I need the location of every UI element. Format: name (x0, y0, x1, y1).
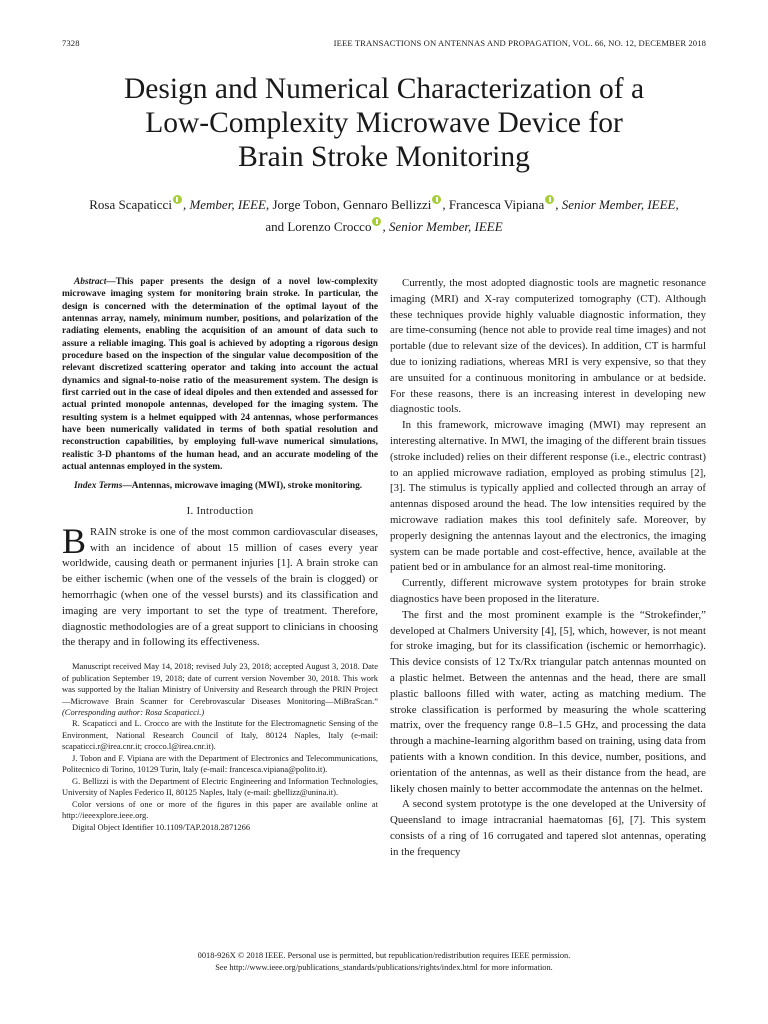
author-name: Francesca Vipiana (448, 197, 545, 212)
author-conjunction: and (265, 219, 285, 234)
footnote-color: Color versions of one or more of the figures in this paper are available online at http://ieeexplore.ieee.org. (62, 798, 378, 821)
index-terms-text: Antennas, microwave imaging (MWI), stroke monitoring. (131, 480, 363, 491)
rights-url-line: See http://www.ieee.org/publications_standards/publications/rights/index.html for more information. (215, 962, 553, 972)
author-name: Lorenzo Crocco (287, 219, 372, 234)
author-list (62, 194, 706, 238)
author-role: Member, IEEE (189, 197, 266, 212)
right-column (390, 276, 706, 860)
intro-text: RAIN stroke is one of the most common cardiovascular diseases, with an incidence of about 15 million of cases every year worldwide, causing death or permanent injuries [1]. A brain stroke can be either ischemic (when one of the vessels of the brain is clogged) or hemorrhagic (when one of the vessel bursts) and its classification and imaging are very important to set the type of treatment. Therefore, diagnostic methodologies are of a great support to clinicians in choosing the therapy and in following its effectiveness. (62, 525, 378, 649)
intro-paragraph (62, 520, 378, 651)
drop-cap: B (62, 520, 87, 561)
author-name: Rosa Scapaticci (89, 197, 172, 212)
footnote-corresponding: (Corresponding author: Rosa Scapaticci.) (62, 707, 205, 718)
copyright-line: 0018-926X © 2018 IEEE. Personal use is permitted, but republication/redistribution requires IEEE permission. (197, 951, 571, 960)
copyright-footer (62, 950, 706, 973)
title-line: Low-Complexity Microwave Device for (145, 107, 623, 139)
index-terms-dash: — (122, 480, 132, 491)
orcid-icon[interactable] (372, 217, 381, 226)
abstract-text: This paper presents the design of a novel low-complexity microwave imaging system for monitoring brain stroke. In particular, the design is concerned with the determination of the optimal layout of the antennas array, namely, minimum number, positions, and polarization of the radiating elements, enabling the acquisition of an amount of data such to assure a reliable imaging. This goal is achieved by adopting a rigorous design procedure based on the inspection of the singular value decomposition of the relevant discretized scattering operator and taking into account the actual dynamics and signal-to-noise ratio of the measurement system. The design is first carried out in the case of ideal dipoles and then extended and assessed for actual printed monopole antennas, developed for the imaging system. The resulting system is a helmet equipped with 24 antennas, whose performances have been numerically validated in terms of both spatial resolution and reconstruction capabilities, by employing full-wave numerical simulations, realistic 3-D phantoms of the human head, and an accurate modeling of the actual antennas employed in the system. (62, 277, 378, 473)
footnotes (62, 661, 378, 833)
author-line-2: and Lorenzo Crocco , Senior Member, IEEE (265, 219, 503, 234)
author-line-1: Rosa Scapaticci , Member, IEEE, Jorge Tobon, Gennaro Bellizzi , Francesca Vipiana , Senior Member, IEEE, (89, 197, 679, 212)
abstract-label: Abstract (74, 277, 107, 287)
orcid-icon[interactable] (545, 195, 554, 204)
author-name: Jorge Tobon, Gennaro Bellizzi (272, 197, 432, 212)
section-heading: I. Introduction (186, 504, 254, 517)
abstract-dash: — (106, 277, 116, 287)
body-paragraph: The first and the most prominent example is the “Strokefinder,” developed at Chalmers University [4], [5], which, however, is not meant for stroke imaging, but for its classification (ischemic or hemorrhagic). This device consists of 12 Tx/Rx triangular patch antennas mounted on a plastic helmet. Between the antennas and the head, there are small plastic balloons filled with water, acting as matching medium. The stroke classification is performed by measuring the whole scattering matrix, over the frequency range 0.8–1.5 GHz, and processing the data through a machine-learning algorithm based on training, using data from patients with a known condition. In this device, number, positions, and orientation of the antennas, as well as their distance from the head, are likely chosen mainly to better accommodate the antennas on the helmet. (390, 608, 706, 795)
title-line: Design and Numerical Characterization of a (123, 73, 645, 105)
author-role: Senior Member, IEEE (388, 219, 503, 234)
index-terms-label: Index Terms (74, 480, 123, 491)
footnote-affiliation: G. Bellizzi is with the Department of Electric Engineering and Information Technologies, University of Naples Federico II, 80125 Naples, Italy (e-mail: gbellizz@unina.it). (62, 775, 378, 798)
footnote-affiliation: R. Scapaticci and L. Crocco are with the Institute for the Electromagnetic Sensing of the Environment, National Research Council of Italy, 80124 Naples, Italy (e-mail: scapaticci.r@irea.cnr.it; crocco.l@irea.cnr.it). (62, 718, 378, 752)
body-paragraph: Currently, the most adopted diagnostic tools are magnetic resonance imaging (MRI) and X-ray computerized tomography (CT). Although these techniques provide highly valuable diagnostic information, they are time-consuming (hence not able to provide real time images) and not portable (due to relevant size of the devices). In addition, CT is harmful due to ionizing radiations, whereas MRI is very expensive, so that they are unsuited for a continuous monitoring in ambulance or at bedside. For these reasons, there is an increasing interest in developing new diagnostic tools. (390, 277, 706, 416)
left-column (62, 276, 378, 833)
paper-title (62, 72, 706, 174)
page-number: 7328 (62, 38, 80, 48)
orcid-icon[interactable] (432, 195, 441, 204)
body-paragraph: Currently, different microwave system prototypes for brain stroke diagnostics have been proposed in the literature. (390, 577, 706, 605)
footnote-text: Manuscript received May 14, 2018; revised July 23, 2018; accepted August 3, 2018. Date of publication September 19, 2018; date of current version November 30, 2018. This work was supported by the Italian Ministry of University and Research through the PRIN Project—Microwave Brain Scanner for Cerebrovascular Diseases Monitoring—MiBraScan.” (62, 661, 378, 706)
footnote-affiliation: J. Tobon and F. Vipiana are with the Department of Electronics and Telecommunications, Politecnico di Torino, 10129 Turin, Italy (e-mail: francesca.vipiana@polito.it). (62, 752, 378, 775)
footnote-manuscript (62, 661, 378, 718)
footnote-doi: Digital Object Identifier 10.1109/TAP.2018.2871266 (72, 821, 251, 832)
body-paragraph: A second system prototype is the one developed at the University of Queensland to image intracranial haematomas [6], [7]. This system consists of a ring of 16 corrugated and tapered slot antennas, operating in the frequency (390, 798, 706, 858)
author-role: Senior Member, IEEE (561, 197, 676, 212)
orcid-icon[interactable] (173, 195, 182, 204)
index-terms (62, 480, 378, 492)
abstract (62, 276, 378, 474)
body-paragraph: In this framework, microwave imaging (MWI) may represent an interesting alternative. In MWI, the imaging of the different brain tissues (stroke included) relies on their different response (i.e., electric contrast) to an applied microwave radiation, employed as probing stimulus [2], [3]. The stimulus is typically applied and collected through an array of antennas disposed around the head. The low intensities required by the microwave radiation makes this tool definitely safe. Moreover, by properly designing the antennas layout and the electronics, the imaging system can be made portable and cost-effective, hence, available at the patient bed or in ambulance for an almost real-time monitoring. (390, 419, 706, 574)
title-line: Brain Stroke Monitoring (238, 141, 530, 173)
journal-name: IEEE TRANSACTIONS ON ANTENNAS AND PROPAGATION, VOL. 66, NO. 12, DECEMBER 2018 (333, 38, 706, 48)
